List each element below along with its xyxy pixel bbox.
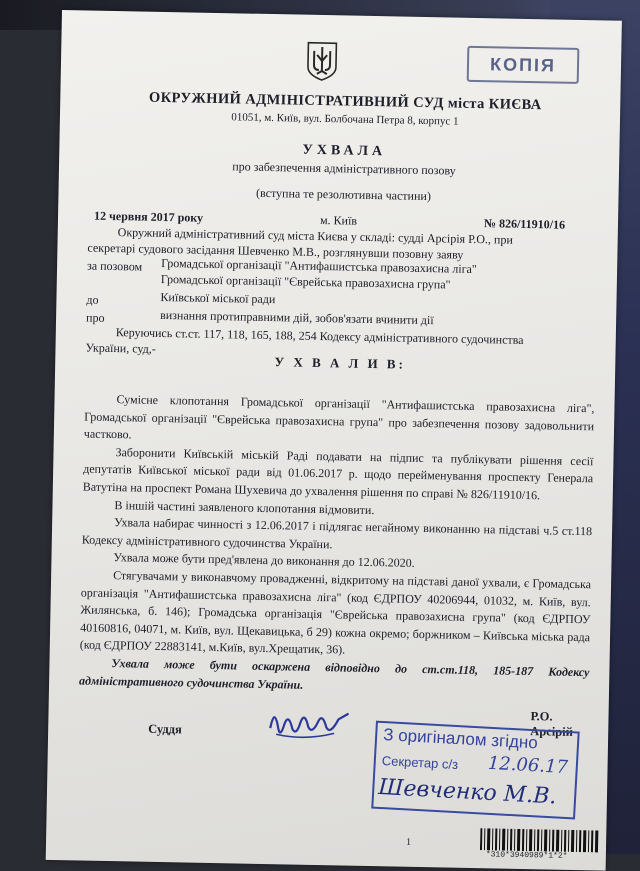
decision-body bbox=[79, 391, 595, 700]
plaintiff-1: Громадської організації "Антифашистська правозахисна ліга" bbox=[161, 255, 477, 277]
defendant: Київської міської ради bbox=[160, 289, 276, 307]
judge-signature-icon bbox=[264, 698, 355, 750]
stamp-line-1: З оригіналом згідно bbox=[382, 725, 539, 753]
decision-paragraph-2: Заборонити Київській міській Раді подавати на підпис та публікувати рішення сесії депутатів Київської міської ради від 01.06.2017 р. щодо перейменування проспекту Генерала Ватутіна на проспект Романа Шухевича до ухвалення рішення по справі № 826/11910/16. bbox=[82, 444, 594, 503]
decision-city: м. Київ bbox=[319, 212, 358, 228]
guided-line-1: Керуючись ст.ст. 117, 118, 165, 188, 254 Кодексу адміністративного судочинства bbox=[115, 325, 524, 347]
document-subtitle: про забезпечення адміністративного позову bbox=[232, 159, 456, 178]
plaintiff-2: Громадської організації "Єврейська правозахисна група" bbox=[160, 271, 451, 292]
document-part-note: (вступна те резолютивна частини) bbox=[255, 185, 432, 204]
court-name: ОКРУЖНИЙ АДМІНІСТРАТИВНИЙ СУД міста КИЄВА bbox=[148, 89, 542, 114]
judge-name: Р.О. Арсірій bbox=[530, 709, 574, 739]
stamp-handwritten-name: Шевченко М.В. bbox=[377, 774, 558, 810]
court-address: 01051, м. Київ, вул. Болбочана Петра 8, корпус 1 bbox=[231, 111, 459, 128]
intro-line-2: секретарі судового засідання Шевченко М.В., розглянувши позовну заяву bbox=[87, 240, 464, 262]
plaintiff-label: за позовом bbox=[86, 258, 143, 274]
certified-copy-stamp bbox=[371, 721, 579, 820]
page-number: 1 bbox=[405, 836, 412, 848]
stamp-line-2: Секретар с/з bbox=[381, 753, 459, 773]
decision-heading: У Х В А Л И В: bbox=[274, 354, 407, 372]
subject: визнання протиправними дій, зобов'язати вчинити дії bbox=[160, 307, 434, 328]
decision-paragraph-1: Сумісне клопотання Громадської організації "Антифашистська правозахисна ліга", Громадської організації "Єврейська правозахисна група" про забезпечення позову задовольнити частково. bbox=[83, 392, 595, 442]
stamp-handwritten-date: 12.06.17 bbox=[487, 752, 569, 779]
case-number: № 826/11910/16 bbox=[483, 216, 566, 232]
defendant-label: до bbox=[86, 292, 99, 307]
trident-coat-of-arms-icon bbox=[305, 41, 340, 82]
document-title: УХВАЛА bbox=[302, 142, 387, 160]
barcode-number: *310*3940989*1*2* bbox=[485, 850, 568, 861]
judge-label: Суддя bbox=[148, 721, 182, 737]
decision-paragraph-6: Стягувачами у виконавчому провадженні, відкритому на підставі даної ухвали, є Громадська організація "Антифашистська правозахисна ліга" (код ЄДРПОУ 40206944, 01032, м. Київ, вул. Жилянська, б. 146); Громадська організація "Єврейська правозахисна група" (код ЄДРПОУ 40160816, 04071, м. Київ, вул. Щекавицька, б 29) кожна окремо; боржником – Київська міська рада (код ЄДРПОУ 22883141, м.Київ, вул.Хрещатик, 36). bbox=[79, 568, 592, 657]
decision-paragraph-5: Ухвала може бути пред'явлена до виконання до 12.06.2020. bbox=[113, 550, 415, 571]
subject-label: про bbox=[85, 310, 105, 325]
intro-line-1: Окружний адміністративний суд міста Києва у складі: судді Арсірія Р.О., при bbox=[117, 225, 513, 247]
document-sheet bbox=[46, 10, 622, 871]
decision-date: 12 червня 2017 року bbox=[93, 208, 204, 225]
barcode-icon bbox=[480, 828, 600, 852]
guided-line-2: України, суд,- bbox=[85, 340, 156, 356]
copy-stamp: КОПІЯ bbox=[467, 46, 580, 84]
decision-paragraph-7: Ухвала може бути оскаржена відповідно до ст.ст.118, 185-187 Кодексу адміністративного судочинства України. bbox=[79, 655, 590, 692]
decision-paragraph-3: В іншій частині заявленого клопотання відмовити. bbox=[114, 497, 375, 517]
document-page bbox=[76, 31, 602, 861]
decision-paragraph-4: Ухвала набирає чинності з 12.06.2017 і підлягає негайному виконанню на підставі ч.5 ст.118 Кодексу адміністративного судочинства України. bbox=[81, 515, 593, 552]
